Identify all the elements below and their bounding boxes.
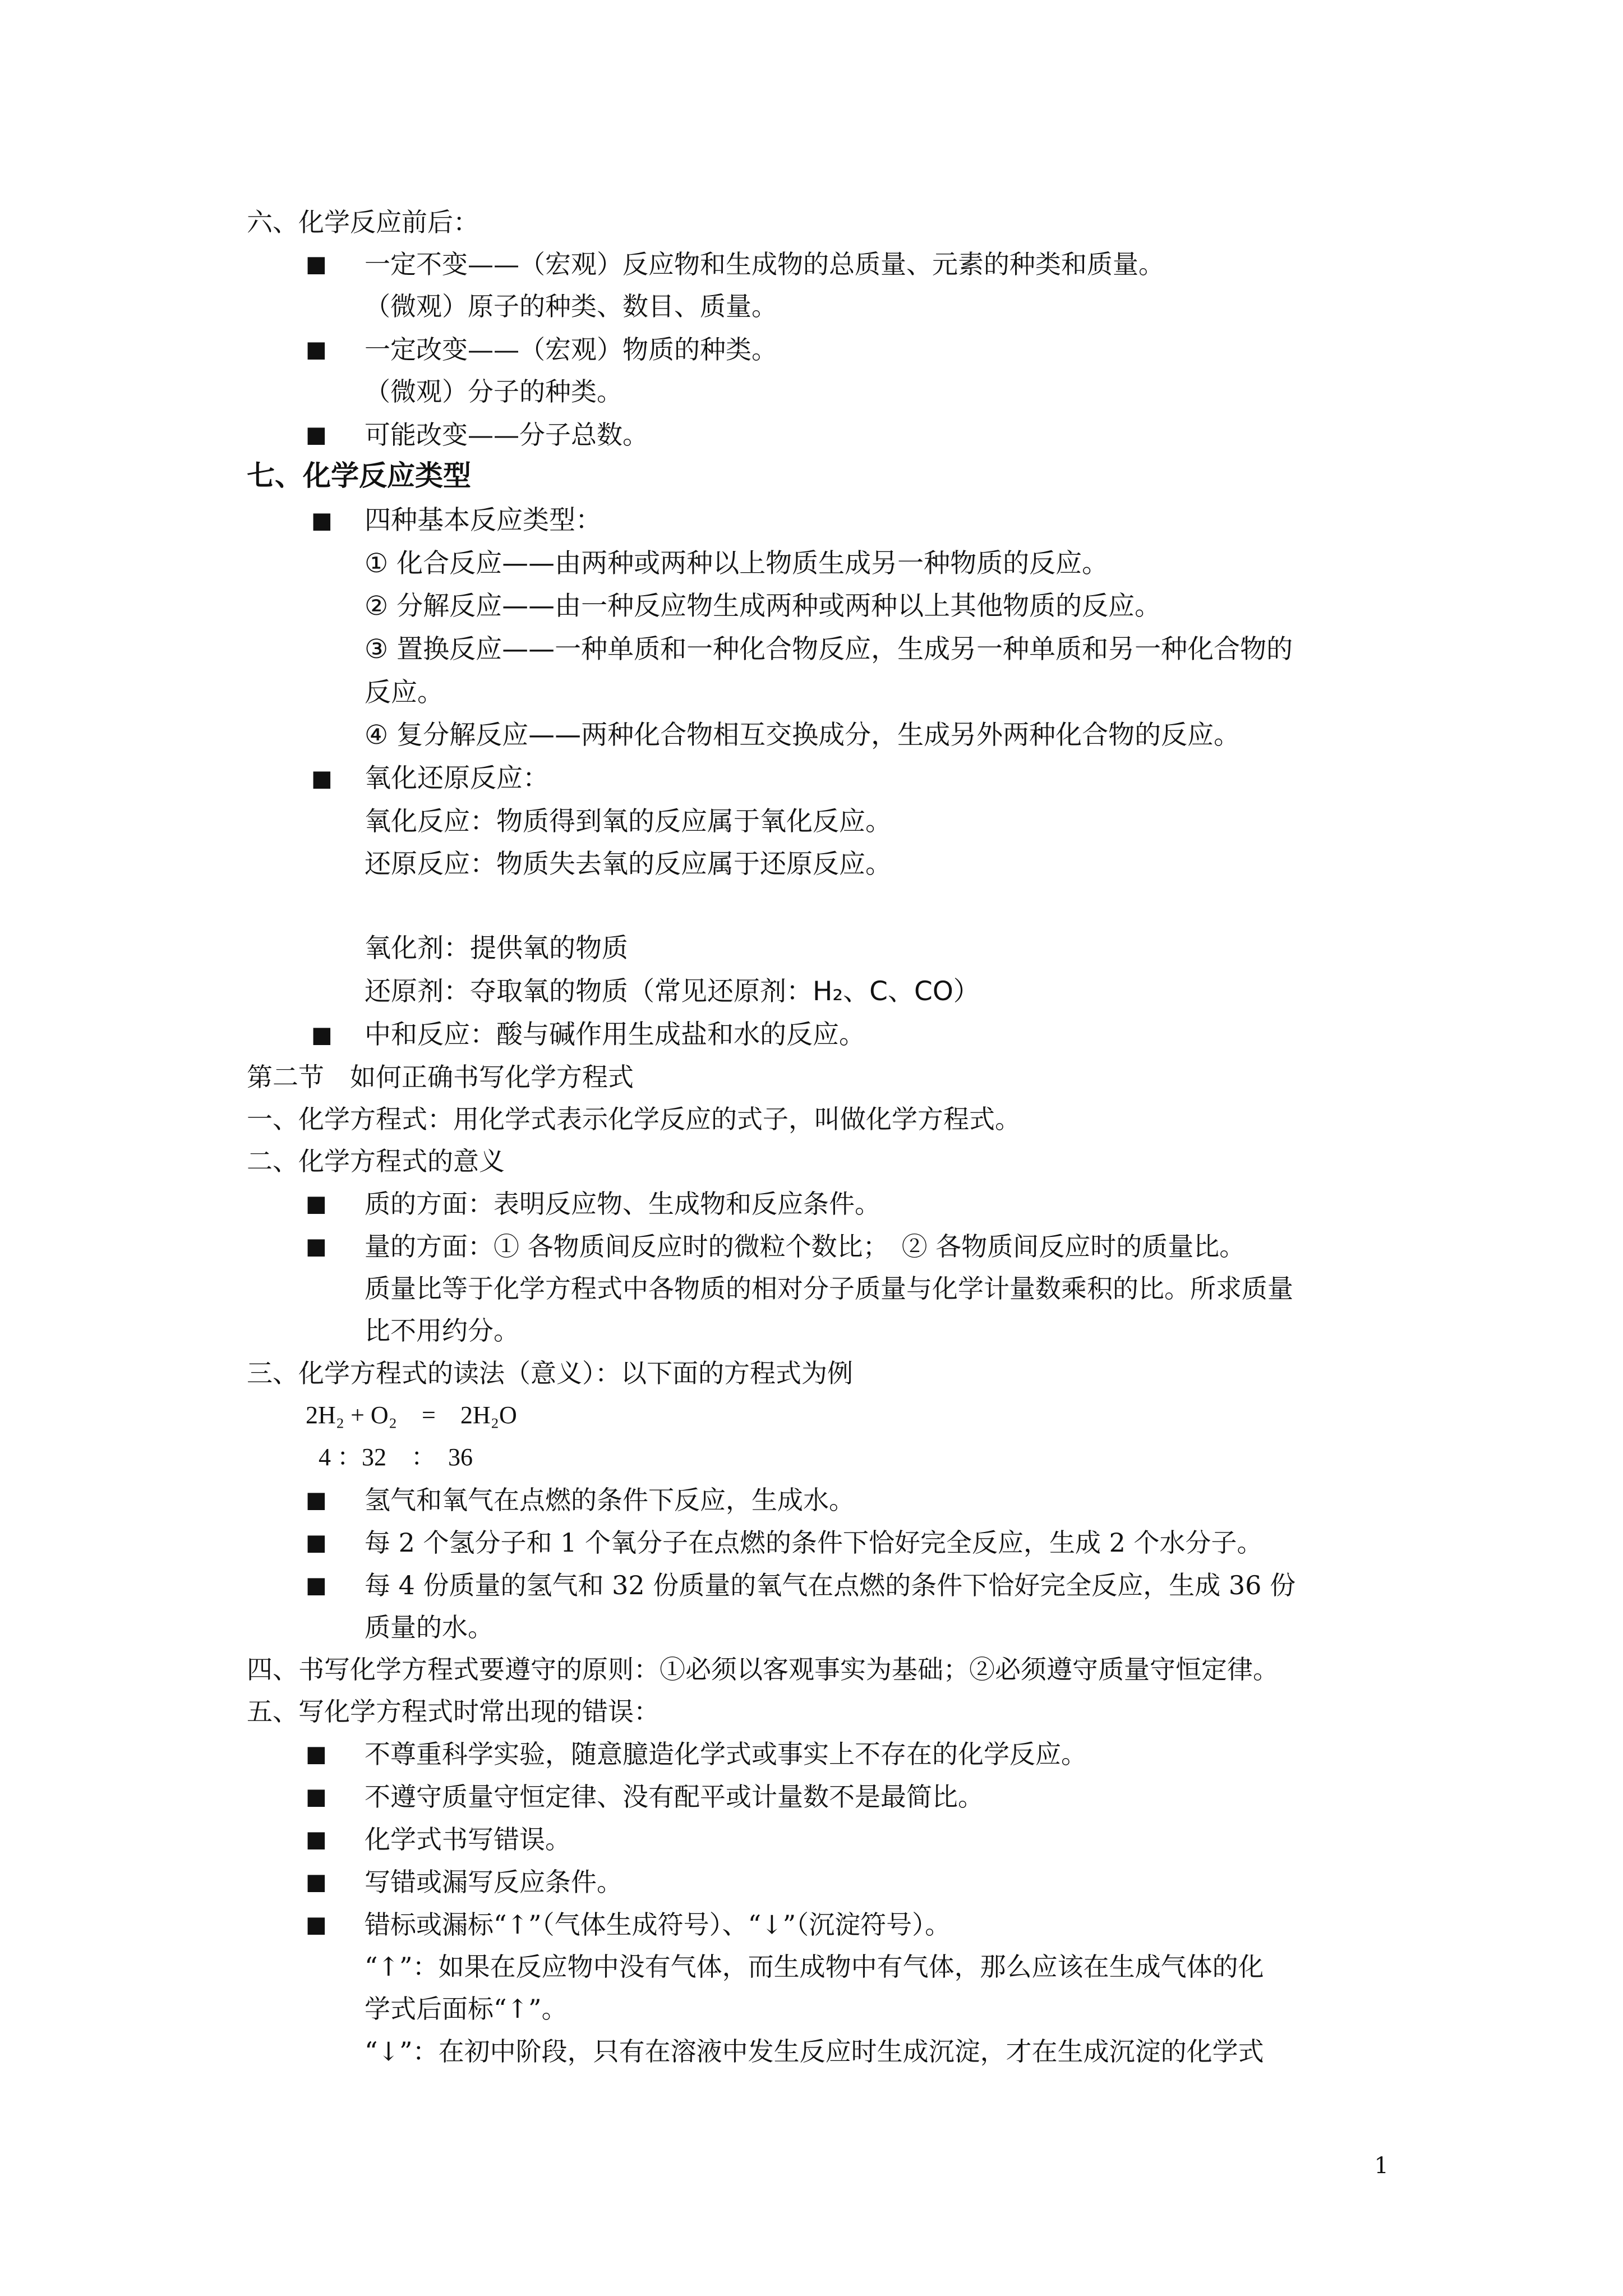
bullet-icon: ■ [306, 1912, 327, 1938]
meaning-quality: 质的方面：表明反应物、生成物和反应条件。 [365, 1189, 880, 1219]
mass-ratio: 4 ：32 ： 36 [319, 1443, 473, 1471]
section-6-title: 六、化学反应前后： [247, 207, 479, 237]
oxidant-definition: 氧化剂：提供氧的物质 [365, 933, 628, 964]
part-2-title: 第二节 如何正确书写化学方程式 [247, 1062, 634, 1092]
bullet-icon: ■ [306, 1487, 327, 1513]
sec6-item-2-cont: （微观）分子的种类。 [365, 376, 623, 407]
bullet-icon: ■ [306, 1741, 327, 1767]
bullet-icon: ■ [306, 1191, 327, 1217]
sec6-item-1-cont: （微观）原子的种类、数目、质量。 [365, 291, 777, 321]
meaning-quantity: 量的方面：① 各物质间反应时的微粒个数比； ② 各物质间反应时的质量比。 [365, 1231, 1246, 1262]
reading-3-cont: 质量的水。 [365, 1612, 494, 1642]
sec6-item-2: 一定改变——（宏观）物质的种类。 [365, 334, 777, 365]
error-4: 写错或漏写反应条件。 [365, 1867, 623, 1897]
reading-2: 每 2 个氢分子和 1 个氧分子在点燃的条件下恰好完全反应，生成 2 个水分子。 [365, 1527, 1263, 1558]
bullet-icon: ■ [311, 766, 333, 792]
reaction-type-2: ② 分解反应——由一种反应物生成两种或两种以上其他物质的反应。 [365, 591, 1161, 622]
part2-section-1: 一、化学方程式：用化学式表示化学反应的式子，叫做化学方程式。 [247, 1104, 1021, 1134]
reading-1: 氢气和氧气在点燃的条件下反应，生成水。 [365, 1485, 855, 1515]
part2-section-2-title: 二、化学方程式的意义 [247, 1146, 505, 1176]
bullet-icon: ■ [306, 1530, 327, 1556]
part2-section-3-title: 三、化学方程式的读法（意义）：以下面的方程式为例 [247, 1358, 853, 1388]
reduction-reaction: 还原反应：物质失去氧的反应属于还原反应。 [365, 849, 892, 880]
bullet-icon: ■ [306, 251, 327, 277]
bullet-icon: ■ [306, 1869, 327, 1895]
bullet-icon: ■ [306, 1826, 327, 1852]
reaction-type-3: ③ 置换反应——一种单质和一种化合物反应，生成另一种单质和另一种化合物的 [365, 634, 1293, 665]
reaction-type-4: ④ 复分解反应——两种化合物相互交换成分，生成另外两种化合物的反应。 [365, 720, 1241, 751]
error-1: 不尊重科学实验，随意臆造化学式或事实上不存在的化学反应。 [365, 1739, 1087, 1769]
redox-title: 氧化还原反应： [365, 763, 549, 794]
part2-section-4: 四、书写化学方程式要遵守的原则：①必须以客观事实为基础；②必须遵守质量守恒定律。 [247, 1654, 1279, 1685]
error-2: 不遵守质量守恒定律、没有配平或计量数不是最简比。 [365, 1782, 984, 1812]
bullet-icon: ■ [306, 422, 327, 448]
section-7-title: 七、化学反应类型 [247, 459, 471, 492]
bullet-icon: ■ [306, 1234, 327, 1259]
bullet-icon: ■ [311, 508, 333, 533]
sec6-item-3: 可能改变——分子总数。 [365, 420, 648, 450]
bullet-icon: ■ [306, 1572, 327, 1598]
basic-types-title: 四种基本反应类型： [365, 505, 602, 536]
reading-3: 每 4 份质量的氢气和 32 份质量的氧气在点燃的条件下恰好完全反应，生成 36 份 [365, 1570, 1296, 1600]
reaction-type-3-cont: 反应。 [365, 677, 444, 708]
precipitate-symbol-rule-1: “↓”：在初中阶段，只有在溶液中发生反应时生成沉淀，才在生成沉淀的化学式 [365, 2036, 1264, 2067]
bullet-icon: ■ [306, 337, 327, 362]
part2-section-5-title: 五、写化学方程式时常出现的错误： [247, 1696, 660, 1727]
meaning-quantity-cont-2: 比不用约分。 [365, 1315, 519, 1346]
error-5: 错标或漏标“↑”（气体生成符号）、“↓”（沉淀符号）。 [365, 1910, 951, 1940]
meaning-quantity-cont-1: 质量比等于化学方程式中各物质的相对分子质量与化学计量数乘积的比。所求质量 [365, 1273, 1293, 1304]
bullet-icon: ■ [306, 1784, 327, 1810]
oxidation-reaction: 氧化反应：物质得到氧的反应属于氧化反应。 [365, 806, 892, 837]
error-3: 化学式书写错误。 [365, 1824, 571, 1855]
example-equation: 2H₂ + O₂ = 2H₂O [306, 1401, 517, 1429]
gas-symbol-rule-1: “↑”：如果在反应物中没有气体，而生成物中有气体，那么应该在生成气体的化 [365, 1952, 1264, 1982]
sec6-item-1: 一定不变——（宏观）反应物和生成物的总质量、元素的种类和质量。 [365, 249, 1164, 279]
neutralization-reaction: 中和反应：酸与碱作用生成盐和水的反应。 [365, 1019, 865, 1050]
gas-symbol-rule-2: 学式后面标“↑”。 [365, 1994, 568, 2024]
reaction-type-1: ① 化合反应——由两种或两种以上物质生成另一种物质的反应。 [365, 548, 1109, 579]
reductant-definition: 还原剂：夺取氧的物质（常见还原剂：H₂、C、CO） [365, 976, 980, 1007]
bullet-icon: ■ [311, 1022, 333, 1048]
page-number: 1 [1374, 2153, 1389, 2179]
